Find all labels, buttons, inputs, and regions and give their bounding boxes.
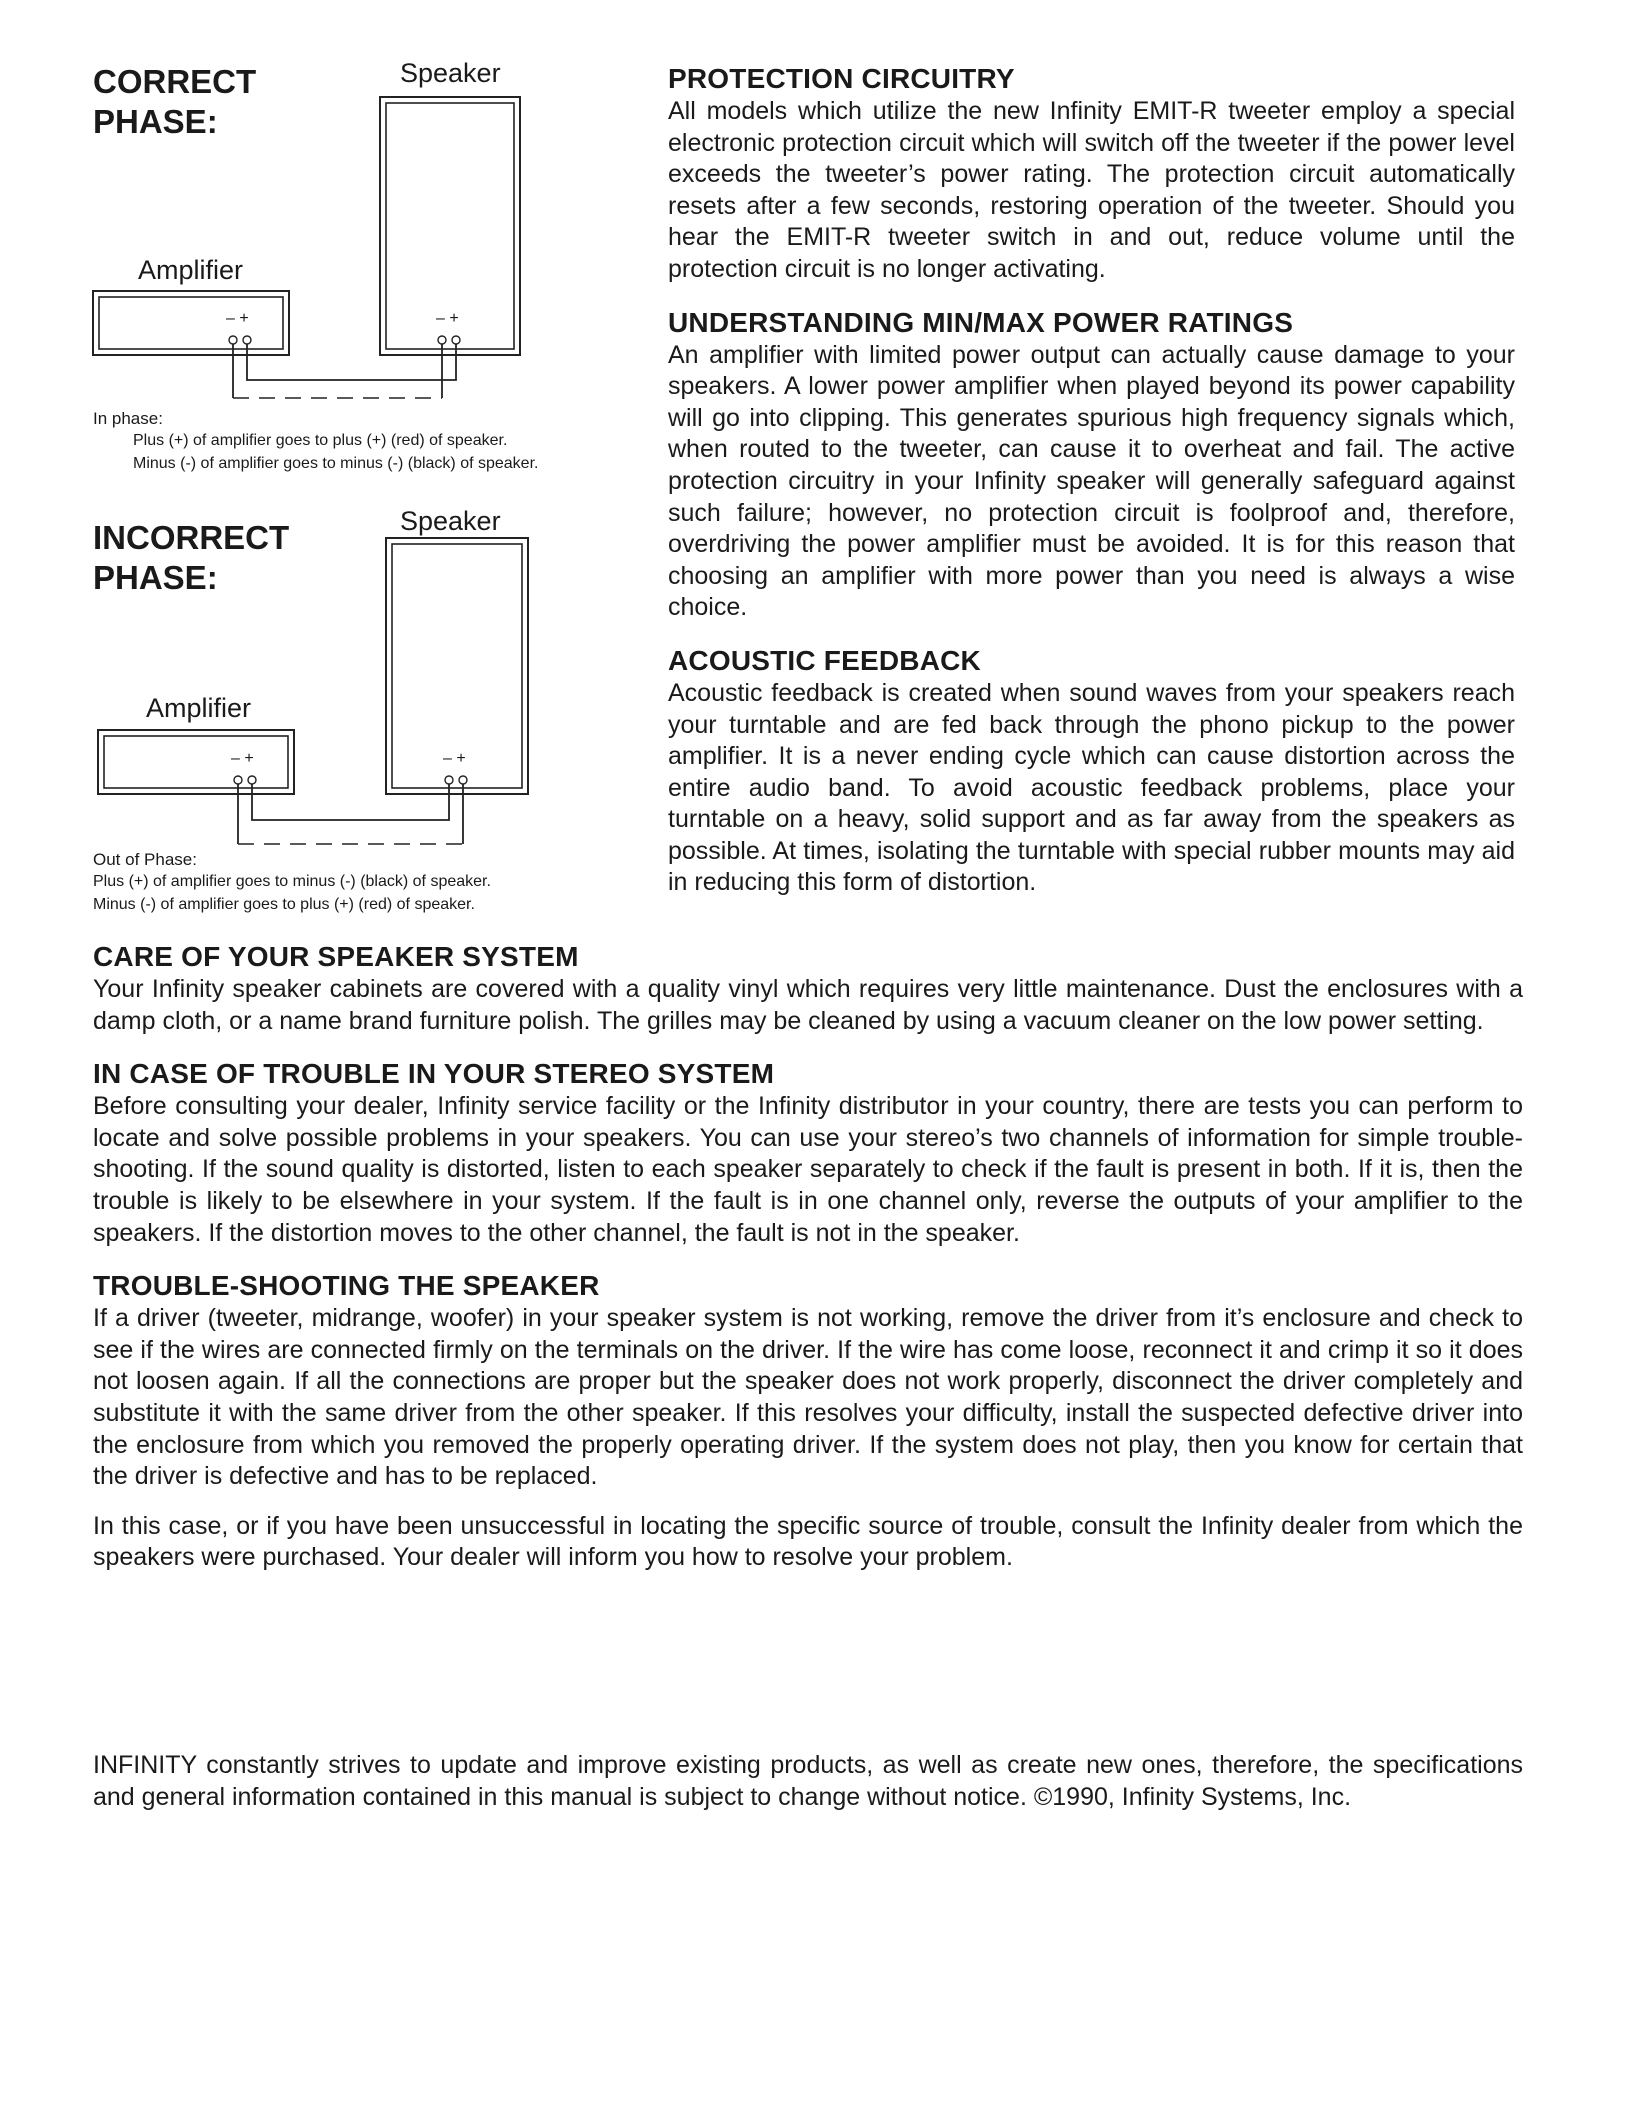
feedback-section [668,644,1515,899]
lower-content [93,940,1523,1574]
shooting-body: If a driver (tweeter, midrange, woofer) in your speaker system is not working, remove the driver from it’s enclosure and check to see if the wires are connected firmly on the terminals on the driver. If the wire has come loose, reconnect it and crimp it so it does not loosen again. If all the connections are proper but the speaker does not work properly, disconnect the driver completely and substitute it with the same driver from the other speaker. If this resolves your difficulty, install the suspected defective driver into the enclosure from which you removed the properly operating driver. If the system does not play, then you know for certain that the driver is defective and has to be replaced. [93,1304,1523,1491]
protection-body: All models which utilize the new Infinity EMIT-R tweeter employ a special electronic protection circuit which will switch off the tweeter if the power level exceeds the tweeter’s power rating. The protection circuit automatically resets after a few seconds, restoring operation of the tweeter. Should you hear the EMIT-R tweeter switch in and out, reduce volume until the protection circuit is no longer activating. [668,97,1515,283]
amplifier-box [93,291,289,355]
trouble-section [93,1057,1523,1249]
amp-minus-terminal [229,336,237,344]
amp-plus-terminal [243,336,251,344]
ratings-heading: UNDERSTANDING MIN/MAX POWER RATINGS [668,306,1294,338]
amp-plus-terminal [248,776,256,784]
caption-heading: In phase: [93,409,163,428]
speaker-minus-terminal [445,776,453,784]
incorrect-phase-caption [93,849,633,916]
trouble-heading: IN CASE OF TROUBLE IN YOUR STEREO SYSTEM [93,1058,775,1090]
speaker-label: Speaker [400,506,501,536]
amp-terminal-signs: – + [231,750,254,767]
feedback-body: Acoustic feedback is created when sound waves from your speakers reach your turntable and are fed back through the phono pickup to the power amplifier. It is a never ending cycle which can cause distortion across the entire audio band. To avoid acoustic feedback problems, place your turntable on a heavy, solid support and as far away from the speakers as possible. At times, isolating the turntable with special rubber mounts may aid in reducing this form of distortion. [668,678,1515,897]
speaker-minus-terminal [438,336,446,344]
protection-section [668,62,1515,286]
protection-heading: PROTECTION CIRCUITRY [668,63,1015,94]
speaker-terminal-signs: – + [436,310,459,327]
caption-heading: Out of Phase: [93,850,197,869]
ratings-section [668,306,1515,624]
amplifier-label: Amplifier [146,693,252,723]
shooting-body-2: In this case, or if you have been unsuccessful in locating the specific source of trouble, consult the Infinity dealer from which the speakers were purchased. Your dealer will inform you how to resolve your problem. [93,1511,1523,1572]
care-body: Your Infinity speaker cabinets are covered with a quality vinyl which requires very little maintenance. Dust the enclosures with a damp cloth, or a name brand furniture polish. The grilles may be cleaned by using a vacuum cleaner on the low power setting. [93,975,1523,1035]
incorrect-phase-diagram [0,500,640,940]
correct-phase-caption [93,408,633,475]
correct-phase-title: CORRECT PHASE: [93,63,257,140]
speaker-plus-terminal [459,776,467,784]
speaker-terminal-signs: – + [443,750,466,767]
amplifier-box-inner [99,297,283,349]
care-section [93,940,1523,1037]
right-column [668,62,1515,899]
amp-minus-terminal [234,776,242,784]
crossed-wire [252,784,449,820]
caption-line: Minus (-) of amplifier goes to plus (+) (red) of speaker. [93,896,475,913]
amp-terminal-signs: – + [226,310,249,327]
care-heading: CARE OF YOUR SPEAKER SYSTEM [93,941,579,972]
amplifier-box-inner [104,736,288,788]
caption-line: Plus (+) of amplifier goes to minus (-) (black) of speaker. [93,873,491,890]
feedback-heading: ACOUSTIC FEEDBACK [668,644,981,676]
trouble-body: Before consulting your dealer, Infinity service facility or the Infinity distributor in your country, there are tests you can perform to locate and solve possible problems in your speakers. You can use your stereo’s two channels of information for simple trouble-shooting. If the sound quality is distorted, listen to each speaker separately to check if the fault is present in both. If it is, then the trouble is likely to be elsewhere in your system. If the fault is in one channel only, reverse the outputs of your amplifier to the speakers. If the distortion moves to the other channel, the fault is not in the speaker. [93,1092,1523,1247]
amplifier-label: Amplifier [138,255,244,285]
speaker-label: Speaker [400,58,501,88]
caption-line: Minus (-) of amplifier goes to minus (-) (black) of speaker. [133,455,539,472]
amplifier-box [98,730,294,794]
ratings-body: An amplifier with limited power output can actually cause damage to your speakers. A lower power amplifier when played beyond its power capability will go into clipping. This generates spurious high frequency signals which, when routed to the tweeter, can cause it to overheat and fail. The active protection circuitry in your Infinity speaker will generally safeguard against such failure; however, no protection circuit is foolproof and, therefore, overdriving the power amplifier must be avoided. It is for this reason that choosing an amplifier with more power than you need is always a wise choice. [668,340,1515,622]
footer-body: INFINITY constantly strives to update and improve existing products, as well as create new ones, therefore, the specifications and general information contained in this manual is subject to change without notice. ©1990, Infinity Systems, Inc. [93,1751,1523,1811]
incorrect-phase-title: INCORRECT PHASE: [93,519,290,596]
shooting-section [93,1269,1523,1574]
correct-phase-diagram [0,0,640,480]
caption-line: Plus (+) of amplifier goes to plus (+) (red) of speaker. [133,432,508,449]
footer-notice [93,1750,1523,1813]
shooting-heading: TROUBLE-SHOOTING THE SPEAKER [93,1270,600,1302]
speaker-plus-terminal [452,336,460,344]
